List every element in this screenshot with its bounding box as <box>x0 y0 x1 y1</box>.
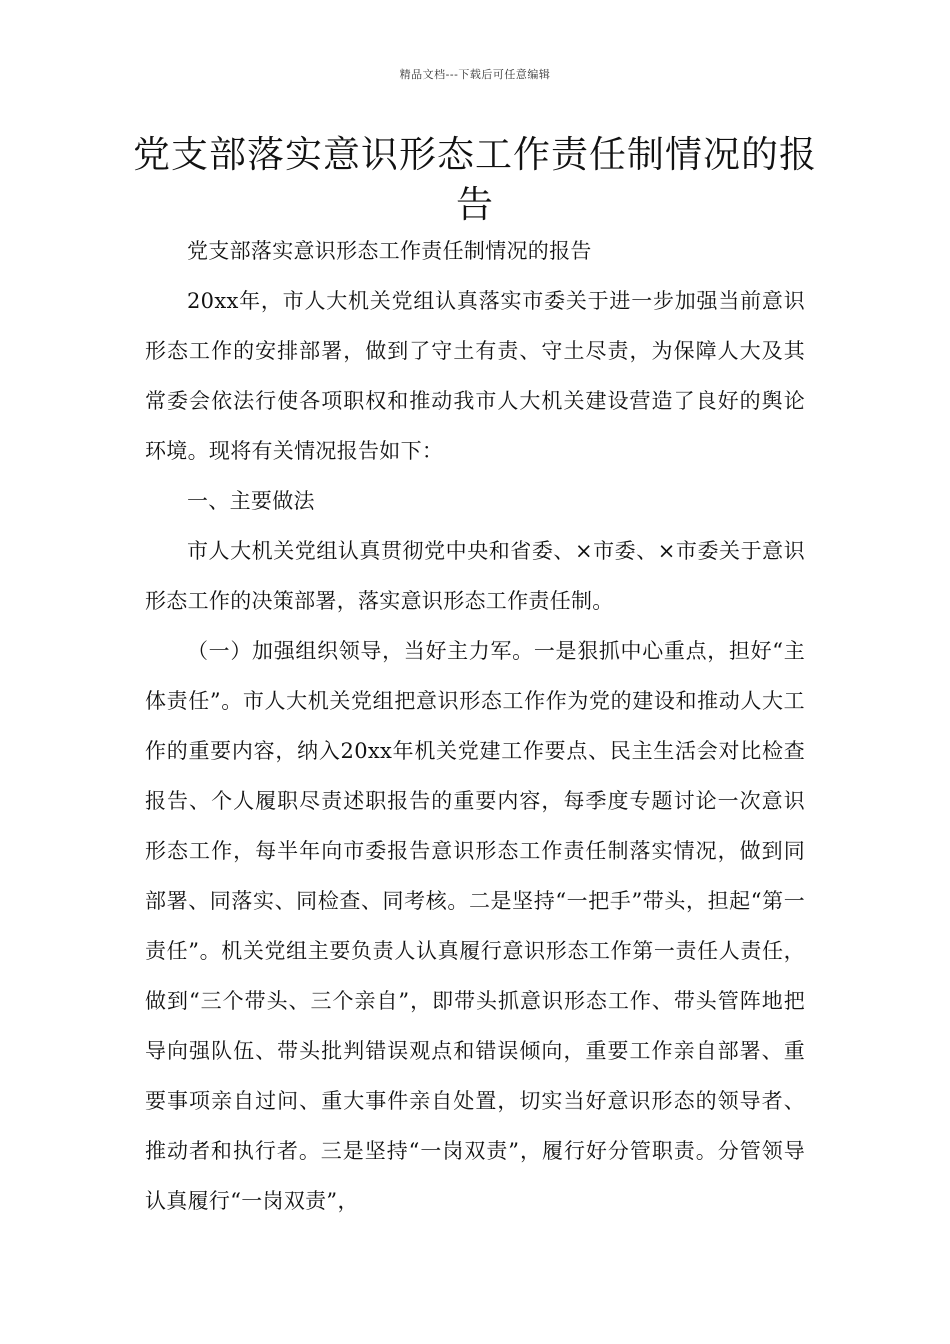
document-body <box>145 226 805 1226</box>
section-paragraph: 市人大机关党组认真贯彻党中央和省委、×市委、×市委关于意识形态工作的决策部署，落实意识形态工作责任制。 <box>145 539 805 613</box>
section-heading: 一、主要做法 <box>187 489 315 513</box>
detail-paragraph: （一）加强组织领导，当好主力军。一是狠抓中心重点，担好“主体责任”。市人大机关党组把意识形态工作作为党的建设和推动人大工作的重要内容，纳入20xx年机关党建工作要点、民主生活会对比检查报告、个人履职尽责述职报告的重要内容，每季度专题讨论一次意识形态工作，每半年向市委报告意识形态工作责任制落实情况，做到同部署、同落实、同检查、同考核。二是坚持“一把手”带头，担起“第一责任”。机关党组主要负责人认真履行意识形态工作第一责任人责任，做到“三个带头、三个亲自”，即带头抓意识形态工作、带头管阵地把导向强队伍、带头批判错误观点和错误倾向，重要工作亲自部署、重要事项亲自过问、重大事件亲自处置，切实当好意识形态的领导者、推动者和执行者。三是坚持“一岗双责”，履行好分管职责。分管领导认真履行“一岗双责”， <box>145 639 805 1213</box>
document-title: 党支部落实意识形态工作责任制情况的报告 <box>133 133 817 226</box>
intro-paragraph: 20xx年，市人大机关党组认真落实市委关于进一步加强当前意识形态工作的安排部署，做到了守土有责、守土尽责，为保障人大及其常委会依法行使各项职权和推动我市人大机关建设营造了良好的舆论环境。现将有关情况报告如下： <box>145 289 805 463</box>
subtitle-paragraph: 党支部落实意识形态工作责任制情况的报告 <box>187 239 592 263</box>
header-note: 精品文档---下载后可任意编辑 <box>399 68 551 81</box>
